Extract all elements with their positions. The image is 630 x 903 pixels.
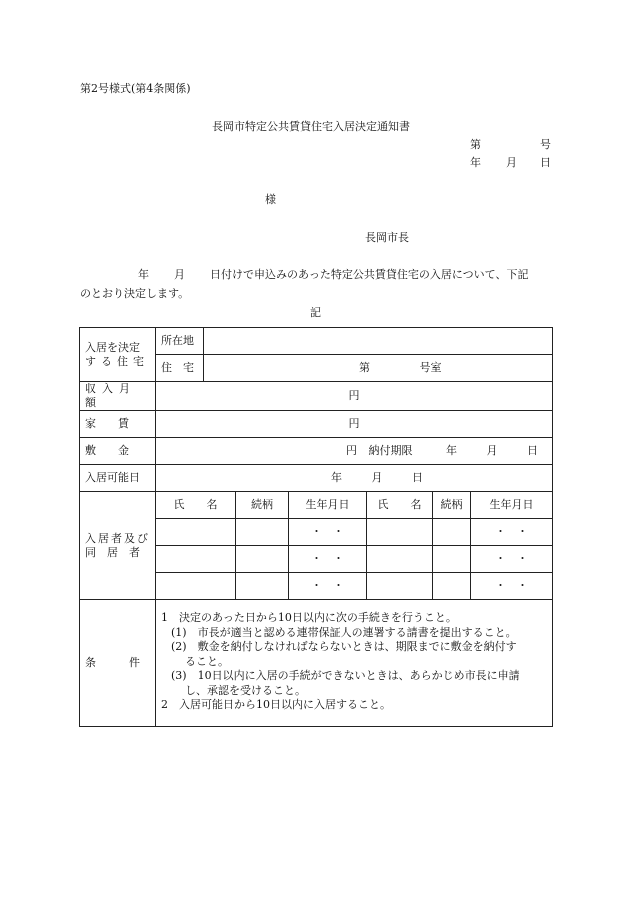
addressee-suffix: 様	[265, 193, 276, 206]
occupant-name-cell[interactable]	[156, 573, 236, 600]
rent-label: 家 賃	[80, 411, 156, 438]
house-gou: 号室	[419, 361, 442, 374]
conditions-label: 条 件	[80, 600, 156, 727]
condition-line: (1) 市長が適当と認める連帯保証人の連署する請書を提出すること。	[171, 625, 517, 639]
rent-unit: 円	[348, 417, 360, 430]
move-in-year: 年	[331, 471, 342, 484]
location-value[interactable]	[204, 328, 553, 355]
occupant-relation-cell[interactable]	[236, 519, 289, 546]
ki-heading: 記	[310, 306, 321, 319]
col-relation-left: 続柄	[236, 492, 289, 519]
house-dai: 第	[359, 361, 370, 374]
income-unit: 円	[348, 389, 360, 402]
occupant-name-cell[interactable]	[367, 573, 433, 600]
occupant-birth-cell[interactable]: ・ ・	[289, 573, 367, 600]
col-relation-right: 続柄	[433, 492, 471, 519]
rent-value[interactable]	[156, 411, 553, 438]
condition-line: し、承認を受けること。	[185, 683, 306, 697]
income-value[interactable]	[156, 382, 553, 411]
body-line-2: のとおり決定します。	[80, 287, 190, 300]
document-title: 長岡市特定公共賃貸住宅入居決定通知書	[212, 120, 410, 133]
occupant-relation-cell[interactable]	[236, 573, 289, 600]
deposit-deadline-day: 日	[527, 444, 538, 457]
move-in-month: 月	[371, 471, 383, 484]
deposit-deadline-year: 年	[446, 444, 457, 457]
condition-line: 2 入居可能日から10日以内に入居すること。	[161, 698, 391, 711]
deposit-value[interactable]	[156, 438, 553, 465]
occupant-birth-cell[interactable]: ・ ・	[471, 519, 553, 546]
issue-date-day: 日	[540, 156, 551, 169]
form-id: 第2号様式(第4条関係)	[80, 82, 191, 95]
occupant-name-cell[interactable]	[156, 519, 236, 546]
col-name-left: 氏 名	[156, 492, 236, 519]
move-in-day: 日	[412, 471, 423, 484]
occupant-birth-cell[interactable]: ・ ・	[289, 519, 367, 546]
col-birth-right: 生年月日	[471, 492, 553, 519]
deposit-deadline-month: 月	[486, 444, 498, 457]
house-label: 住 宅	[156, 355, 204, 382]
occupant-relation-cell[interactable]	[433, 519, 471, 546]
deposit-unit: 円	[346, 444, 357, 457]
move-in-label: 入居可能日	[80, 465, 156, 492]
condition-line: (3) 10日以内に入居の手続ができないときは、あらかじめ市長に申請	[171, 669, 520, 682]
occupants-label-1: 入居者及び	[85, 531, 150, 545]
housing-label-cell	[80, 328, 156, 382]
col-birth-left: 生年月日	[289, 492, 367, 519]
col-name-right: 氏 名	[367, 492, 433, 519]
issue-date-month: 月	[506, 156, 517, 169]
doc-number-prefix: 第	[470, 138, 481, 151]
condition-line: ること。	[185, 654, 229, 668]
occupant-name-cell[interactable]	[156, 546, 236, 573]
occupant-name-cell[interactable]	[367, 519, 433, 546]
move-in-value[interactable]	[156, 465, 553, 492]
conditions-cell	[156, 600, 553, 727]
body-month: 月	[174, 268, 185, 281]
decision-table	[79, 327, 553, 727]
housing-label-1: 入居を決定	[85, 340, 140, 354]
occupant-relation-cell[interactable]	[433, 546, 471, 573]
occupants-label-2: 同 居 者	[85, 545, 140, 559]
location-label: 所在地	[156, 328, 204, 355]
housing-label-2: する住宅	[85, 354, 149, 368]
occupant-relation-cell[interactable]	[433, 573, 471, 600]
condition-line: 1 決定のあった日から10日以内に次の手続きを行うこと。	[161, 611, 457, 624]
doc-number-suffix: 号	[540, 138, 551, 151]
occupant-name-cell[interactable]	[367, 546, 433, 573]
occupant-birth-cell[interactable]: ・ ・	[289, 546, 367, 573]
occupants-label-cell	[80, 492, 156, 600]
sender: 長岡市長	[365, 231, 409, 244]
deposit-deadline-label: 納付期限	[368, 444, 413, 457]
occupant-birth-cell[interactable]: ・ ・	[471, 573, 553, 600]
condition-line: (2) 敷金を納付しなければならないときは、期限までに敷金を納付す	[171, 640, 517, 653]
deposit-label: 敷 金	[80, 438, 156, 465]
occupant-relation-cell[interactable]	[236, 546, 289, 573]
income-label: 収入月額	[80, 382, 156, 411]
body-line-1: 日付けで申込みのあった特定公共賃貸住宅の入居について、下記	[210, 268, 529, 281]
issue-date-year: 年	[470, 156, 481, 169]
house-value[interactable]	[204, 355, 553, 382]
body-year: 年	[138, 268, 149, 281]
occupant-birth-cell[interactable]: ・ ・	[471, 546, 553, 573]
